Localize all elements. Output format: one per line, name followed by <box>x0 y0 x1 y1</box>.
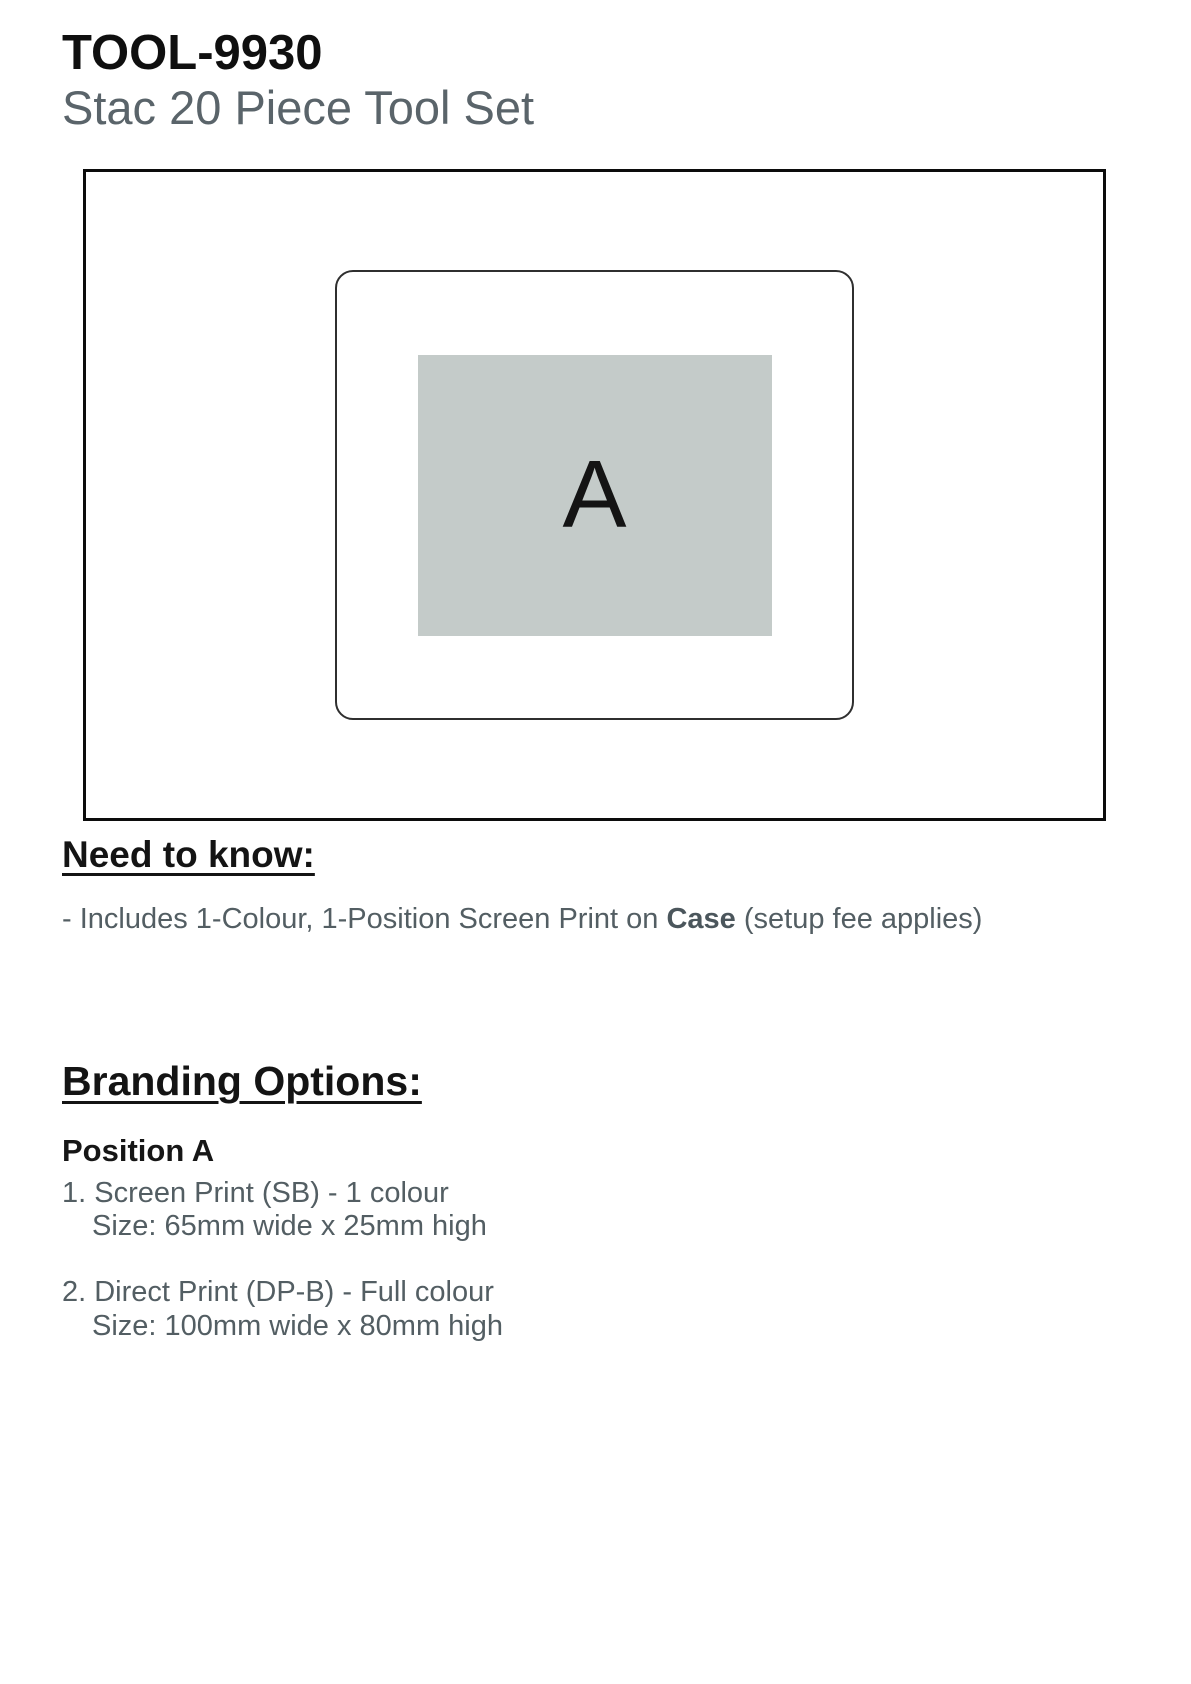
branding-option-1 <box>62 1177 503 1244</box>
note-bold-word: Case <box>666 903 736 935</box>
product-code-title: TOOL-9930 <box>62 26 323 80</box>
branding-option-2-size: Size: 100mm wide x 80mm high <box>92 1309 503 1342</box>
branding-options-section <box>62 1058 503 1343</box>
position-a-heading: Position A <box>62 1133 215 1168</box>
product-name-subtitle: Stac 20 Piece Tool Set <box>62 80 535 134</box>
need-to-know-section <box>62 834 982 937</box>
branding-position-a-area <box>418 355 772 636</box>
tool-case-outline <box>335 270 854 720</box>
position-a-label: A <box>562 441 627 548</box>
need-to-know-note <box>62 902 982 937</box>
branding-options-heading: Branding Options: <box>62 1058 422 1104</box>
diagram-frame <box>83 169 1106 821</box>
note-text-prefix: - Includes 1-Colour, 1-Position Screen Print on <box>62 903 667 935</box>
branding-option-1-size: Size: 65mm wide x 25mm high <box>92 1210 487 1243</box>
branding-option-2 <box>62 1276 503 1343</box>
need-to-know-heading: Need to know: <box>62 834 315 875</box>
branding-option-1-label: 1. Screen Print (SB) - 1 colour <box>62 1176 449 1209</box>
note-text-suffix: (setup fee applies) <box>735 903 983 935</box>
branding-option-2-label: 2. Direct Print (DP-B) - Full colour <box>62 1275 494 1308</box>
document-header <box>62 26 534 135</box>
